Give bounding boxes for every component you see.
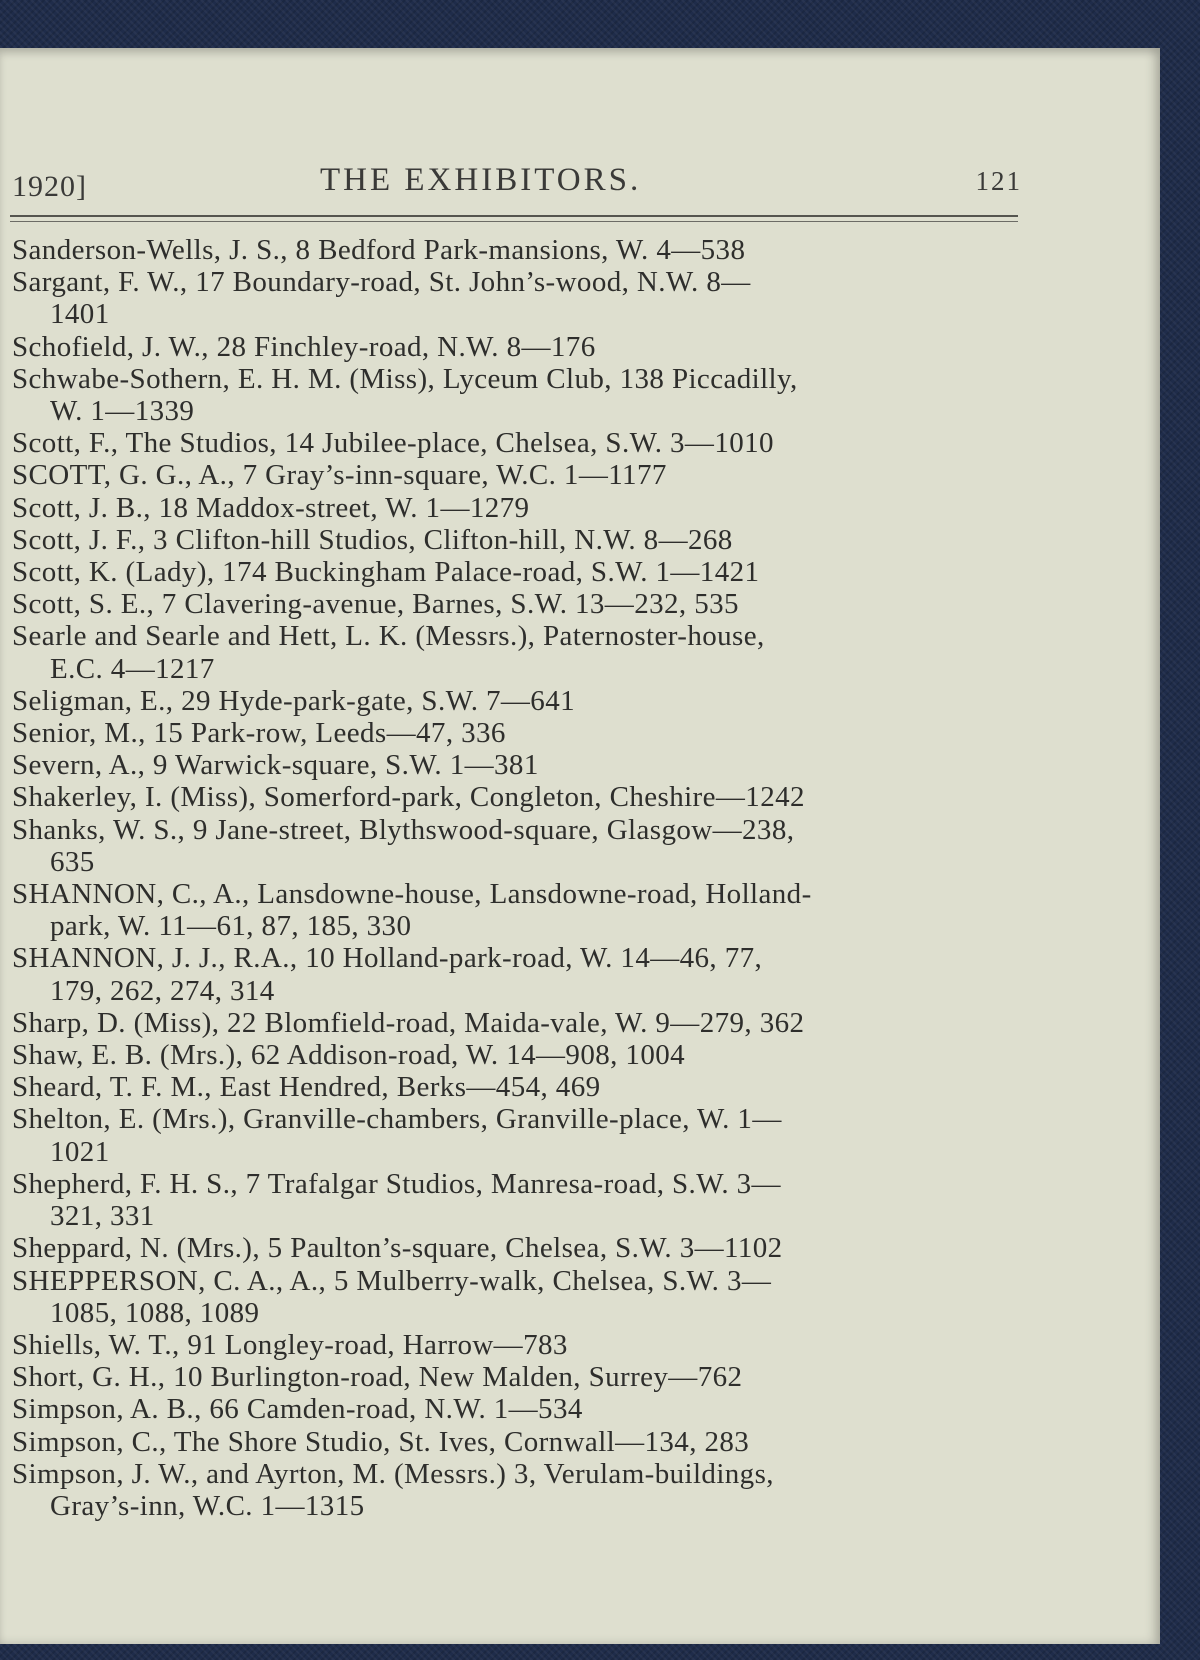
running-head-title: THE EXHIBITORS. (320, 162, 642, 198)
entry-line: Sheard, T. F. M., East Hendred, Berks—454, 469 (12, 1071, 601, 1104)
entry-line: Shanks, W. S., 9 Jane-street, Blythswood-square, Glasgow—238, (12, 813, 795, 846)
entry-line: Shiells, W. T., 91 Longley-road, Harrow—783 (12, 1328, 568, 1361)
entry-line: Sharp, D. (Miss), 22 Blomfield-road, Maida-vale, W. 9—279, 362 (12, 1006, 805, 1039)
exhibitor-entry (12, 781, 1032, 813)
exhibitor-entry (12, 588, 1032, 620)
entry-line: SCOTT, G. G., A., 7 Gray’s-inn-square, W.C. 1—1177 (12, 459, 667, 492)
entry-line: Shakerley, I. (Miss), Somerford-park, Congleton, Cheshire—1242 (12, 781, 805, 814)
header-rule (10, 215, 1018, 217)
exhibitor-entry (12, 717, 1032, 749)
exhibitor-entry (12, 234, 1032, 266)
exhibitor-entry (12, 524, 1032, 556)
entry-line: 635 (50, 845, 95, 878)
entry-line: Scott, K. (Lady), 174 Buckingham Palace-road, S.W. 1—1421 (12, 556, 760, 589)
entry-line: 1401 (50, 298, 110, 331)
entry-line: Schofield, J. W., 28 Finchley-road, N.W. 8—176 (12, 330, 596, 363)
exhibitor-entry (12, 749, 1032, 781)
exhibitor-entry (12, 942, 1032, 1006)
entry-line: Shepherd, F. H. S., 7 Trafalgar Studios, Manresa-road, S.W. 3— (12, 1167, 781, 1200)
entry-line: 321, 331 (50, 1200, 155, 1233)
entry-line: Gray’s-inn, W.C. 1—1315 (50, 1489, 365, 1522)
exhibitor-entry (12, 1071, 1032, 1103)
entry-line: Simpson, C., The Shore Studio, St. Ives, Cornwall—134, 283 (12, 1425, 750, 1458)
entry-line: Simpson, J. W., and Ayrton, M. (Messrs.) 3, Verulam-buildings, (12, 1457, 774, 1490)
exhibitor-entry (12, 1103, 1032, 1167)
exhibitor-entry (12, 1232, 1032, 1264)
entry-line: Severn, A., 9 Warwick-square, S.W. 1—381 (12, 749, 539, 782)
entry-line: SHANNON, J. J., R.A., 10 Holland-park-road, W. 14—46, 77, (12, 942, 763, 975)
exhibitor-entry (12, 266, 1032, 330)
entry-line: Searle and Searle and Hett, L. K. (Messrs.), Paternoster-house, (12, 620, 765, 653)
entry-line: 1021 (50, 1135, 110, 1168)
exhibitor-entry (12, 1039, 1032, 1071)
book-page (0, 48, 1160, 1644)
exhibitor-entry (12, 492, 1032, 524)
entry-line: E.C. 4—1217 (50, 652, 215, 685)
exhibitor-entry (12, 685, 1032, 717)
entry-line: Scott, J. B., 18 Maddox-street, W. 1—1279 (12, 491, 530, 524)
exhibitor-entry (12, 1393, 1032, 1425)
entry-line: Sheppard, N. (Mrs.), 5 Paulton’s-square, Chelsea, S.W. 3—1102 (12, 1232, 783, 1265)
entry-line: SHANNON, C., A., Lansdowne-house, Lansdowne-road, Holland- (12, 878, 812, 911)
entry-line: 1085, 1088, 1089 (50, 1296, 260, 1329)
exhibitor-entry (12, 556, 1032, 588)
entry-line: Senior, M., 15 Park-row, Leeds—47, 336 (12, 717, 506, 750)
entry-line: Schwabe-Sothern, E. H. M. (Miss), Lyceum Club, 138 Piccadilly, (12, 362, 798, 395)
exhibitor-entry (12, 1329, 1032, 1361)
exhibitor-entry (12, 1007, 1032, 1039)
exhibitor-entry (12, 459, 1032, 491)
entry-line: Shelton, E. (Mrs.), Granville-chambers, Granville-place, W. 1— (12, 1103, 782, 1136)
exhibitor-entry (12, 620, 1032, 684)
entry-line: Shaw, E. B. (Mrs.), 62 Addison-road, W. 14—908, 1004 (12, 1039, 686, 1072)
exhibitor-entry (12, 363, 1032, 427)
running-head-year: 1920] (12, 170, 87, 203)
running-head (12, 158, 1022, 208)
exhibitor-entry (12, 1168, 1032, 1232)
entry-line: Short, G. H., 10 Burlington-road, New Malden, Surrey—762 (12, 1361, 743, 1394)
entry-line: Scott, F., The Studios, 14 Jubilee-place, Chelsea, S.W. 3—1010 (12, 427, 774, 460)
exhibitor-entry (12, 1458, 1032, 1522)
exhibitor-entry (12, 1265, 1032, 1329)
header-rule-thin (10, 221, 1018, 222)
exhibitor-entry (12, 814, 1032, 878)
entry-line: Scott, S. E., 7 Clavering-avenue, Barnes, S.W. 13—232, 535 (12, 588, 739, 621)
entry-line: Seligman, E., 29 Hyde-park-gate, S.W. 7—641 (12, 684, 576, 717)
entry-line: Sanderson-Wells, J. S., 8 Bedford Park-mansions, W. 4—538 (12, 234, 746, 266)
entry-line: 179, 262, 274, 314 (50, 974, 275, 1007)
exhibitor-list (12, 234, 1032, 1522)
entry-line: SHEPPERSON, C. A., A., 5 Mulberry-walk, Chelsea, S.W. 3— (12, 1264, 772, 1297)
entry-line: Sargant, F. W., 17 Boundary-road, St. John’s-wood, N.W. 8— (12, 266, 751, 299)
exhibitor-entry (12, 1361, 1032, 1393)
entry-line: Scott, J. F., 3 Clifton-hill Studios, Clifton-hill, N.W. 8—268 (12, 523, 733, 556)
entry-line: park, W. 11—61, 87, 185, 330 (50, 910, 412, 943)
entry-line: W. 1—1339 (50, 395, 195, 428)
entry-line: Simpson, A. B., 66 Camden-road, N.W. 1—534 (12, 1393, 583, 1426)
page-number: 121 (975, 166, 1022, 196)
exhibitor-entry (12, 1426, 1032, 1458)
exhibitor-entry (12, 878, 1032, 942)
exhibitor-entry (12, 427, 1032, 459)
exhibitor-entry (12, 331, 1032, 363)
